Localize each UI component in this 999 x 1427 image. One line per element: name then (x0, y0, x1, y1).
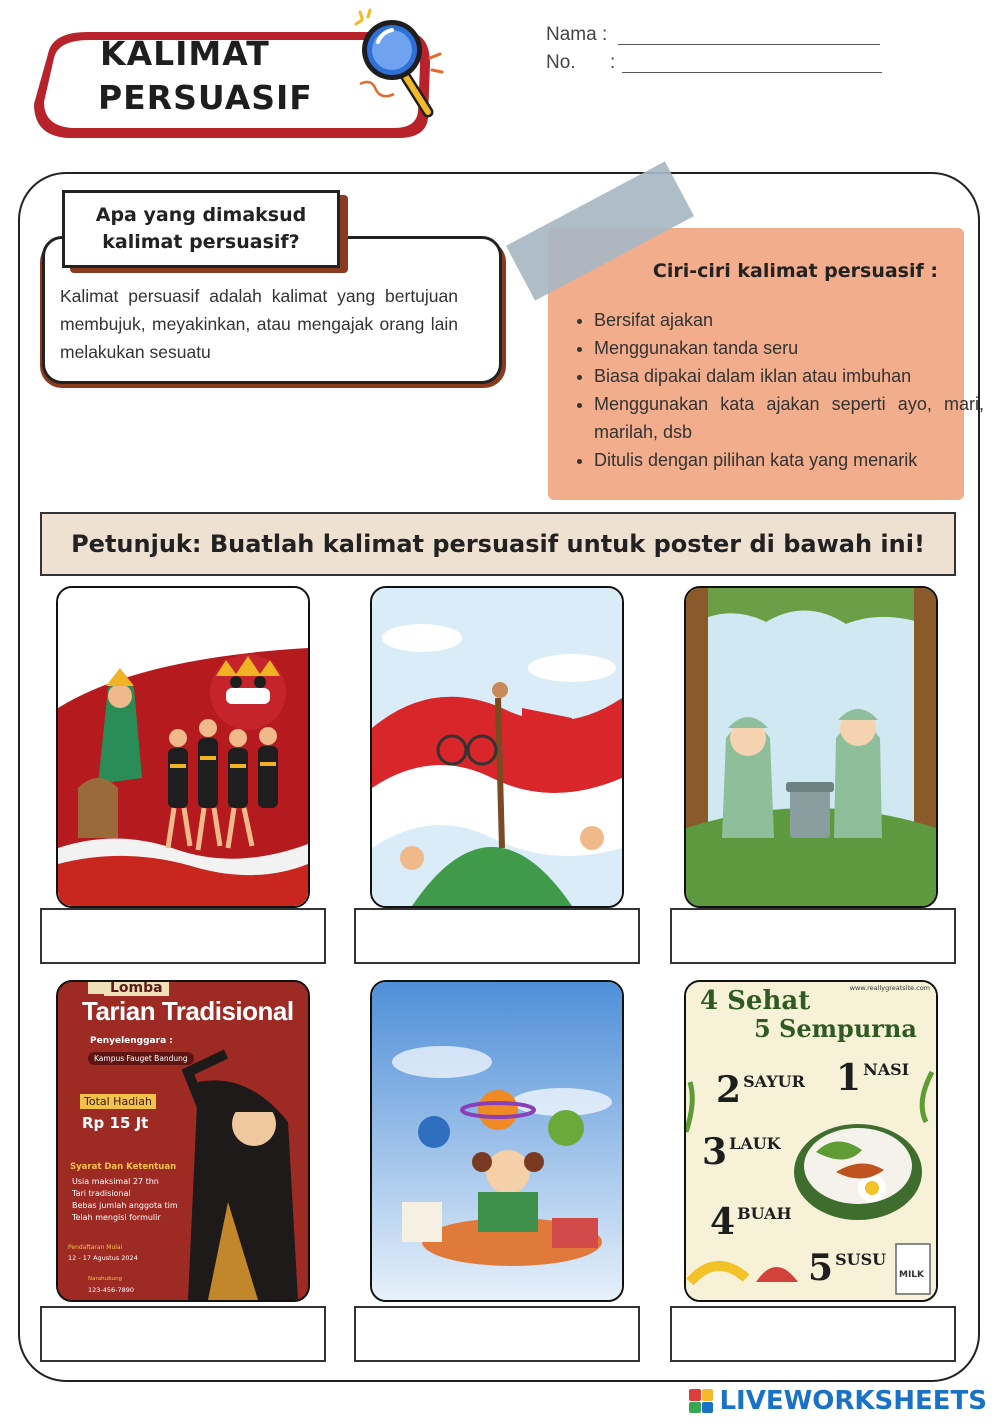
characteristic-item: • Menggunakan kata ajakan seperti ayo, mari, marilah, dsb (594, 390, 984, 446)
poster-bali-dance (56, 586, 310, 908)
answer-input-6[interactable] (670, 1306, 956, 1362)
title-line-1: KALIMAT (100, 34, 270, 73)
poster4-syarat-item: Usia maksimal 27 thn (72, 1177, 159, 1186)
poster-independence-day (370, 586, 624, 908)
question-line-2: kalimat persuasif? (102, 231, 300, 253)
poster4-title: Tarian Tradisional (82, 996, 294, 1026)
poster4-lomba: Lomba (104, 980, 169, 996)
poster-eco-kids (684, 586, 938, 908)
poster4-narahubung-label: Narahubung (88, 1276, 123, 1282)
poster6-item-5 (808, 1247, 887, 1289)
answer-input-5[interactable] (354, 1306, 640, 1362)
title-line-2: PERSUASIF (98, 78, 313, 117)
characteristic-item: • Biasa dipakai dalam iklan atau imbuhan (594, 362, 984, 390)
instruction-banner: Petunjuk: Buatlah kalimat persuasif untuk poster di bawah ini! (40, 512, 956, 576)
poster6-name: BUAH (737, 1204, 792, 1223)
poster6-num: 5 (808, 1247, 834, 1289)
poster6-milk: MILK (899, 1270, 925, 1280)
poster4-syarat-item: Telah mengisi formulir (72, 1213, 161, 1222)
poster4-penyelenggara: Penyelenggara : (90, 1036, 173, 1046)
poster4-syarat-item: Bebas jumlah anggota tim (72, 1201, 178, 1210)
poster6-item-4 (710, 1201, 792, 1243)
answer-input-1[interactable] (40, 908, 326, 964)
characteristic-item: • Menggunakan tanda seru (594, 334, 984, 362)
no-field[interactable] (622, 72, 882, 73)
poster4-daftar-date: 12 - 17 Agustus 2024 (68, 1254, 138, 1262)
brand-text: LIVEWORKSHEETS (719, 1386, 987, 1416)
poster6-name: SUSU (835, 1250, 887, 1269)
liveworksheets-logo-icon (689, 1389, 713, 1413)
nama-label: Nama : (546, 24, 608, 45)
poster6-line2: 5 Sempurna (754, 1014, 917, 1043)
poster6-num: 1 (836, 1057, 862, 1099)
poster-4-sehat-5-sempurna (684, 980, 938, 1302)
poster4-syarat-title: Syarat Dan Ketentuan (70, 1162, 177, 1172)
poster4-syarat-list (72, 1176, 178, 1224)
page-title (100, 32, 360, 120)
liveworksheets-brand[interactable] (689, 1386, 987, 1416)
characteristics-title: Ciri-ciri kalimat persuasif : (652, 260, 938, 282)
poster6-item-1 (836, 1057, 910, 1099)
question-line-1: Apa yang dimaksud (95, 204, 307, 226)
poster6-line1: 4 Sehat (700, 986, 811, 1016)
poster-reading-girl (370, 980, 624, 1302)
poster4-syarat-item: Tari tradisional (72, 1189, 131, 1198)
answer-input-4[interactable] (40, 1306, 326, 1362)
no-colon: : (610, 52, 616, 73)
characteristic-item: • Ditulis dengan pilihan kata yang menarik (594, 446, 984, 474)
poster6-name: LAUK (729, 1134, 781, 1153)
poster4-hadiah-value: Rp 15 Jt (82, 1114, 149, 1132)
answer-input-2[interactable] (354, 908, 640, 964)
characteristics-list (568, 306, 984, 474)
characteristic-item: • Bersifat ajakan (594, 306, 984, 334)
poster6-site: www.reallygreatsite.com (849, 984, 930, 992)
poster6-name: SAYUR (743, 1072, 805, 1091)
poster6-item-3 (702, 1131, 781, 1173)
answer-input-3[interactable] (670, 908, 956, 964)
no-label: No. (546, 52, 576, 73)
magnifier-icon (352, 8, 444, 120)
poster4-daftar-label: Pendaftaran Mulai (68, 1244, 123, 1251)
poster6-num: 4 (710, 1201, 736, 1243)
nama-field[interactable] (618, 44, 880, 45)
poster-lomba-tari (56, 980, 310, 1302)
poster6-name: NASI (863, 1060, 910, 1079)
poster4-phone: 123-456-7890 (88, 1286, 135, 1294)
definition-text: Kalimat persuasif adalah kalimat yang bertujuan membujuk, meyakinkan, atau mengajak orang lain melakukan sesuatu (60, 286, 458, 362)
poster6-num: 2 (716, 1069, 742, 1111)
poster6-item-2 (716, 1069, 805, 1111)
question-box (62, 190, 340, 268)
poster6-num: 3 (702, 1131, 728, 1173)
poster4-org: Kampus Fauget Bandung (88, 1052, 194, 1065)
poster4-hadiah-label: Total Hadiah (80, 1094, 156, 1109)
